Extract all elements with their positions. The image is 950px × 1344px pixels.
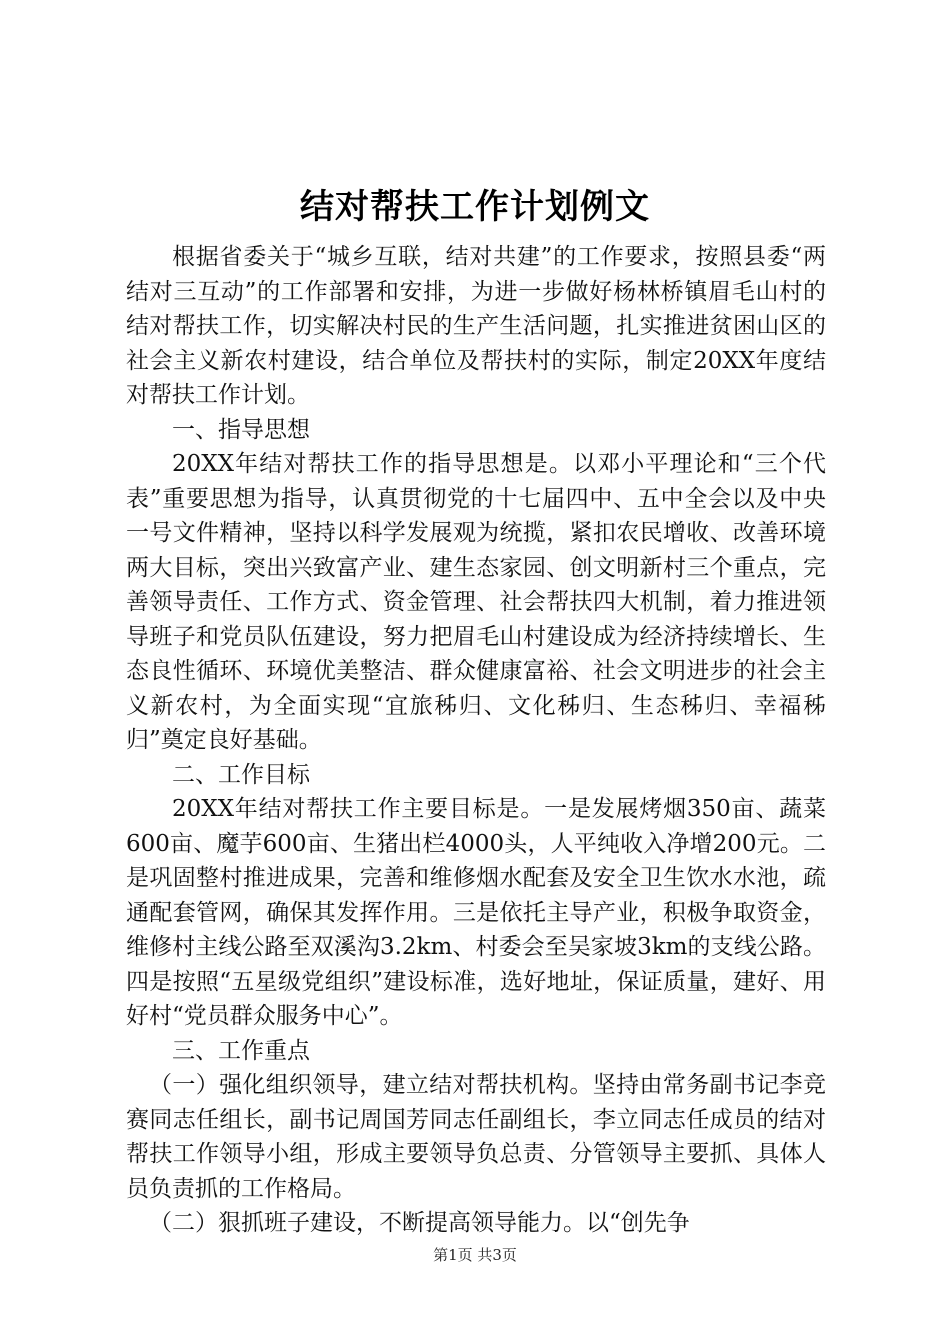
section-heading-work-focus: 三、工作重点	[172, 1037, 310, 1064]
intro-paragraph: 根据省委关于“城乡互联，结对共建”的工作要求，按照县委“两结对三互动”的工作部署和安排，为进一步做好杨林桥镇眉毛山村的结对帮扶工作，切实解决村民的生产生活问题，扎实推进贫困山区的社会主义新农村建设，结合单位及帮扶村的实际，制定20XX年度结对帮扶工作计划。	[126, 244, 826, 408]
document-title: 结对帮扶工作计划例文	[300, 187, 650, 227]
work-focus-item-1: （一）强化组织领导，建立结对帮扶机构。坚持由常务副书记李竞赛同志任组长，副书记周国芳同志任副组长，李立同志任成员的结对帮扶工作领导小组，形成主要领导负总责、分管领导主要抓、具体人员负责抓的工作格局。	[126, 1072, 826, 1202]
guiding-thought-paragraph: 20XX年结对帮扶工作的指导思想是。以邓小平理论和“三个代表”重要思想为指导，认真贯彻党的十七届四中、五中全会以及中央一号文件精神，坚持以科学发展观为统揽，紧扣农民增收、改善环境两大目标，突出兴致富产业、建生态家园、创文明新村三个重点，完善领导责任、工作方式、资金管理、社会帮扶四大机制，着力推进领导班子和党员队伍建设，努力把眉毛山村建设成为经济持续增长、生态良性循环、环境优美整洁、群众健康富裕、社会文明进步的社会主义新农村，为全面实现“宜旅秭归、文化秭归、生态秭归、幸福秭归”奠定良好基础。	[126, 451, 826, 753]
document-body	[126, 240, 826, 1241]
section-heading-work-goals: 二、工作目标	[172, 761, 310, 788]
work-goals-paragraph: 20XX年结对帮扶工作主要目标是。一是发展烤烟350亩、蔬菜600亩、魔芋600亩、生猪出栏4000头，人平纯收入净增200元。二是巩固整村推进成果，完善和维修烟水配套及安全卫生饮水水池，疏通配套管网，确保其发挥作用。三是依托主导产业，积极争取资金，维修村主线公路至双溪沟3.2km、村委会至吴家坡3km的支线公路。四是按照“五星级党组织”建设标准，选好地址，保证质量，建好、用好村“党员群众服务中心”。	[126, 796, 826, 1029]
page-footer: 第1页 共3页	[433, 1246, 517, 1264]
section-heading-guiding-thought: 一、指导思想	[172, 416, 310, 443]
work-focus-item-2: （二）狠抓班子建设，不断提高领导能力。以“创先争	[149, 1210, 690, 1236]
